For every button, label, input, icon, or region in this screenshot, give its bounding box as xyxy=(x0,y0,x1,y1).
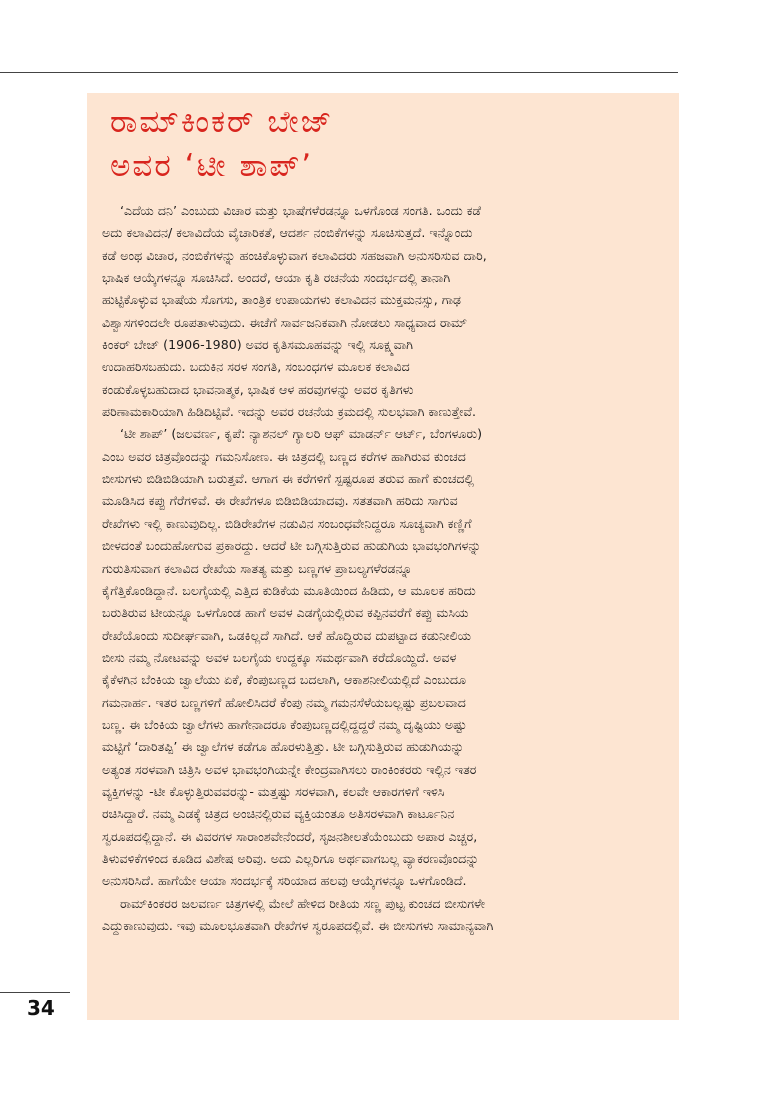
body-line: ಕೈಕೆಳಗಿನ ಬೆಂಕಿಯ ಜ್ವಾಲೆಯು ಏಕೆ, ಕೆಂಪುಬಣ್ಣದ ಬದಲಾಗಿ, ಆಕಾಶನೀಲಿಯಲ್ಲಿದೆ ಎಂಬುದೂ xyxy=(102,672,467,688)
body-line: ರೇಖೆಯೊಂದು ಸುದೀರ್ಘವಾಗಿ, ಒಡಕಿಲ್ಲದೆ ಸಾಗಿದೆ. ಆಕೆ ಹೊದ್ದಿರುವ ದುಪಟ್ಟಾದ ಕಡುನೀಲಿಯ xyxy=(102,627,472,643)
body-line: ರಚಿಸಿದ್ದಾರೆ. ನಮ್ಮ ಎಡಕ್ಕೆ ಚಿತ್ರದ ಅಂಚಿನಲ್ಲಿರುವ ವ್ಯಕ್ತಿಯಂತೂ ಅತಿಸರಳವಾಗಿ ಕಾರ್ಟೂನಿನ xyxy=(102,806,455,822)
body-line: ಕಂಡುಕೊಳ್ಳಬಹುದಾದ ಭಾವನಾತ್ಮಕ, ಭಾಷಿಕ ಆಳ ಹರವುಗಳನ್ನು ಅವರ ಕೃತಿಗಳು xyxy=(102,381,414,397)
body-line: ಬರುತಿರುವ ಟೀಯನ್ನೂ ಒಳಗೊಂಡ ಹಾಗೆ ಅವಳ ಎಡಗೈಯಲ್ಲಿರುವ ಕಪ್ಪಿನವರೆಗೆ ಕಪ್ಪು ಮಸಿಯ xyxy=(102,605,469,621)
body-line: ಬೀಸು ನಮ್ಮ ನೋಟವನ್ನು ಅವಳ ಬಲಗೈಯ ಉದ್ದಕ್ಕೂ ಸಮರ್ಥವಾಗಿ ಕರೆದೊಯ್ದಿದೆ. ಅವಳ xyxy=(102,649,457,665)
body-line: ವಿಶ್ವಾಸಗಳಿಂದಲೇ ರೂಪತಾಳುವುದು. ಈಚೆಗೆ ಸಾರ್ವಜನಿಕವಾಗಿ ನೋಡಲು ಸಾಧ್ಯವಾದ ರಾಮ್ xyxy=(102,314,468,330)
body-line: ಎದ್ದುಕಾಣುವುದು. ಇವು ಮೂಲಭೂತವಾಗಿ ರೇಖೆಗಳ ಸ್ವರೂಪದಲ್ಲಿವೆ. ಈ ಬೀಸುಗಳು ಸಾಮಾನ್ಯವಾಗಿ xyxy=(102,918,494,933)
body-line: ಮೂಡಿಸಿದ ಕಪ್ಪು ಗೆರೆಗಳಿವೆ. ಈ ರೇಖೆಗಳೂ ಬಿಡಿಬಿಡಿಯಾದವು. ಸತತವಾಗಿ ಹರಿದು ಸಾಗುವ xyxy=(102,493,458,509)
body-line: ಸ್ವರೂಪದಲ್ಲಿದ್ದಾನೆ. ಈ ವಿವರಗಳ ಸಾರಾಂಶವೇನೆಂದರೆ, ಸೃಜನಶೀಲತೆಯೆಂಬುದು ಅಪಾರ ಎಚ್ಚರ, xyxy=(102,828,478,844)
body-line: ಗಮನಾರ್ಹ. ಇತರ ಬಣ್ಣಗಳಿಗೆ ಹೋಲಿಸಿದರೆ ಕೆಂಪು ನಮ್ಮ ಗಮನಸೆಳೆಯಬಲ್ಲಷ್ಟು ಪ್ರಬಲವಾದ xyxy=(102,694,466,710)
body-line: ರಾಮ್‌ಕಿಂಕರರ ಜಲವರ್ಣ ಚಿತ್ರಗಳಲ್ಲಿ ಮೇಲೆ ಹೇಳಿದ ರೀತಿಯ ಸಣ್ಣ ಪುಟ್ಟ ಕುಂಚದ ಬೀಸುಗಳೇ xyxy=(120,895,486,911)
body-line: ಭಾಷಿಕ ಆಯ್ಕೆಗಳನ್ನೂ ಸೂಚಿಸಿದೆ. ಅಂದರೆ, ಆಯಾ ಕೃತಿ ರಚನೆಯ ಸಂದರ್ಭದಲ್ಲಿ ತಾನಾಗಿ xyxy=(102,270,451,286)
article-title xyxy=(110,100,670,188)
body-line: ಕಿಂಕರ್ ಬೇಜ್ (1906-1980) ಅವರ ಕೃತಿಸಮೂಹವನ್ನು ಇಲ್ಲಿ ಸೂಕ್ಷ್ಮವಾಗಿ xyxy=(102,337,414,353)
body-line: ಮಟ್ಟಿಗೆ ‘ದಾರಿತಪ್ಪಿ’ ಈ ಜ್ವಾಲೆಗಳ ಕಡೆಗೂ ಹೊರಳುತ್ತಿತ್ತು. ಟೀ ಬಗ್ಗಿಸುತ್ತಿರುವ ಹುಡುಗಿಯನ್ನು xyxy=(102,739,465,755)
top-divider xyxy=(0,72,678,73)
body-line: ಬಣ್ಣ. ಈ ಬೆಂಕಿಯ ಜ್ವಾಲೆಗಳು ಹಾಗೇನಾದರೂ ಕೆಂಪುಬಣ್ಣದಲ್ಲಿದ್ದದ್ದರೆ ನಮ್ಮ ದೃಷ್ಟಿಯು ಅಷ್ಟು xyxy=(102,716,467,732)
body-line: ಕೈಗೆತ್ತಿಕೊಂಡಿದ್ದಾನೆ. ಬಲಗೈಯಲ್ಲಿ ಎತ್ತಿದ ಕುಡಿಕೆಯ ಮೂತಿಯಿಂದ ಹಿಡಿದು, ಆ ಮೂಲಕ ಹರಿದು xyxy=(102,582,476,598)
body-line: ತಿಳುವಳಿಕೆಗಳಿಂದ ಕೂಡಿದ ವಿಶೇಷ ಅರಿವು. ಅದು ಎಲ್ಲರಿಗೂ ಅರ್ಥವಾಗಬಲ್ಲ ವ್ಯಾಕರಣವೊಂದನ್ನು xyxy=(102,850,479,866)
body-line: ರೇಖೆಗಳು ಇಲ್ಲಿ ಕಾಣುವುದಿಲ್ಲ. ಬಿಡಿರೇಖೆಗಳ ನಡುವಿನ ಸಂಬಂಧವೇನಿದ್ದರೂ ಸೂಚ್ಯವಾಗಿ ಕಣ್ಣಿಗೆ xyxy=(102,515,472,531)
body-line: ಅತ್ಯಂತ ಸರಳವಾಗಿ ಚಿತ್ರಿಸಿ ಅವಳ ಭಾವಭಂಗಿಯನ್ನೇ ಕೇಂದ್ರವಾಗಿಸಲು ರಾಂಕಿಂಕರರು ಇಲ್ಲಿನ ಇತರ xyxy=(102,761,477,777)
body-line: ಕಡೆ ಅಂಥ ವಿಚಾರ, ನಂಬಿಕೆಗಳನ್ನು ಹಂಚಿಕೊಳ್ಳುವಾಗ ಕಲಾವಿದರು ಸಹಜವಾಗಿ ಅನುಸರಿಸುವ ದಾರಿ, xyxy=(102,247,487,263)
body-line: ಪರಿಣಾಮಕಾರಿಯಾಗಿ ಹಿಡಿದಿಟ್ಟಿವೆ. ಇದನ್ನು ಅವರ ರಚನೆಯ ಕ್ರಮದಲ್ಲಿ ಸುಲಭವಾಗಿ ಕಾಣುತ್ತೇವೆ. xyxy=(102,404,477,420)
body-line: ಹುಟ್ಟಿಕೊಳ್ಳುವ ಭಾಷೆಯ ಸೊಗಸು, ತಾಂತ್ರಿಕ ಉಪಾಯಗಳು ಕಲಾವಿದನ ಮುಕ್ತಮನಸ್ಸು, ಗಾಢ xyxy=(102,292,462,308)
article-body xyxy=(102,200,672,937)
body-line: ಅನುಸರಿಸಿದೆ. ಹಾಗೆಯೇ ಆಯಾ ಸಂದರ್ಭಕ್ಕೆ ಸರಿಯಾದ ಹಲವು ಆಯ್ಕೆಗಳನ್ನೂ ಒಳಗೊಂಡಿದೆ. xyxy=(102,873,467,889)
footer-divider xyxy=(0,992,70,993)
body-line: ‘ಎದೆಯ ದನಿ’ ಎಂಬುದು ವಿಚಾರ ಮತ್ತು ಭಾಷೆಗಳೆರಡನ್ನೂ ಒಳಗೊಂಡ ಸಂಗತಿ. ಒಂದು ಕಡೆ xyxy=(120,203,481,218)
body-line: ಅದು ಕಲಾವಿದನ/ ಕಲಾವಿದೆಯ ವೈಚಾರಿಕತೆ, ಆದರ್ಶ ನಂಬಿಕೆಗಳನ್ನು ಸೂಚಿಸುತ್ತದೆ. ಇನ್ನೊಂದು xyxy=(102,225,473,241)
page-number: 34 xyxy=(27,996,55,1020)
body-line: ಬೀಳದಂತೆ ಬಂದುಹೋಗುವ ಪ್ರಕಾರದ್ದು. ಆದರೆ ಟೀ ಬಗ್ಗಿಸುತ್ತಿರುವ ಹುಡುಗಿಯ ಭಾವಭಂಗಿಗಳನ್ನು xyxy=(102,538,482,554)
body-line: ವ್ಯಕ್ತಿಗಳನ್ನು -ಟೀ ಕೊಳ್ಳುತ್ತಿರುವವರನ್ನು- ಮತ್ತಷ್ಟು ಸರಳವಾಗಿ, ಕಲವೇ ಆಕಾರಗಳಿಗೆ ಇಳಿಸಿ xyxy=(102,783,445,799)
body-line: ‘ಟೀ ಶಾಪ್’ (ಜಲವರ್ಣ, ಕೃಪೆ: ನ್ಯಾಶನಲ್ ಗ್ಯಾಲರಿ ಆಫ್ ಮಾಡರ್ನ್ ಆರ್ಟ್, ಬೆಂಗಳೂರು) xyxy=(120,426,483,442)
title-line-1: ರಾಮ್‌ಕಿಂಕರ್ ಬೇಜ್ xyxy=(110,104,334,140)
body-line: ಬೀಸುಗಳು ಬಿಡಿಬಿಡಿಯಾಗಿ ಬರುತ್ತವೆ. ಆಗಾಗ ಈ ಕರೆಗಳಿಗೆ ಸ್ಪಷ್ಟರೂಪ ತರುವ ಹಾಗೆ ಕುಂಚದಲ್ಲಿ xyxy=(102,471,475,487)
body-line: ಎಂಬ ಅವರ ಚಿತ್ರವೊಂದನ್ನು ಗಮನಿಸೋಣ. ಈ ಚಿತ್ರದಲ್ಲಿ ಬಣ್ಣದ ಕರೆಗಳ ಹಾಗಿರುವ ಕುಂಚದ xyxy=(102,448,466,464)
body-line: ಗುರುತಿಸುವಾಗ ಕಲಾವಿದ ರೇಖೆಯ ಸಾತತ್ಯ ಮತ್ತು ಬಣ್ಣಗಳ ಪ್ರಾಬಲ್ಯಗಳೆರಡನ್ನೂ xyxy=(102,560,413,576)
body-line: ಉದಾಹರಿಸಬಹುದು. ಬದುಕಿನ ಸರಳ ಸಂಗತಿ, ಸಂಬಂಧಗಳ ಮೂಲಕ ಕಲಾವಿದ xyxy=(102,359,410,375)
title-line-2: ಅವರ ‘ಟೀ ಶಾಪ್’ xyxy=(110,148,314,184)
